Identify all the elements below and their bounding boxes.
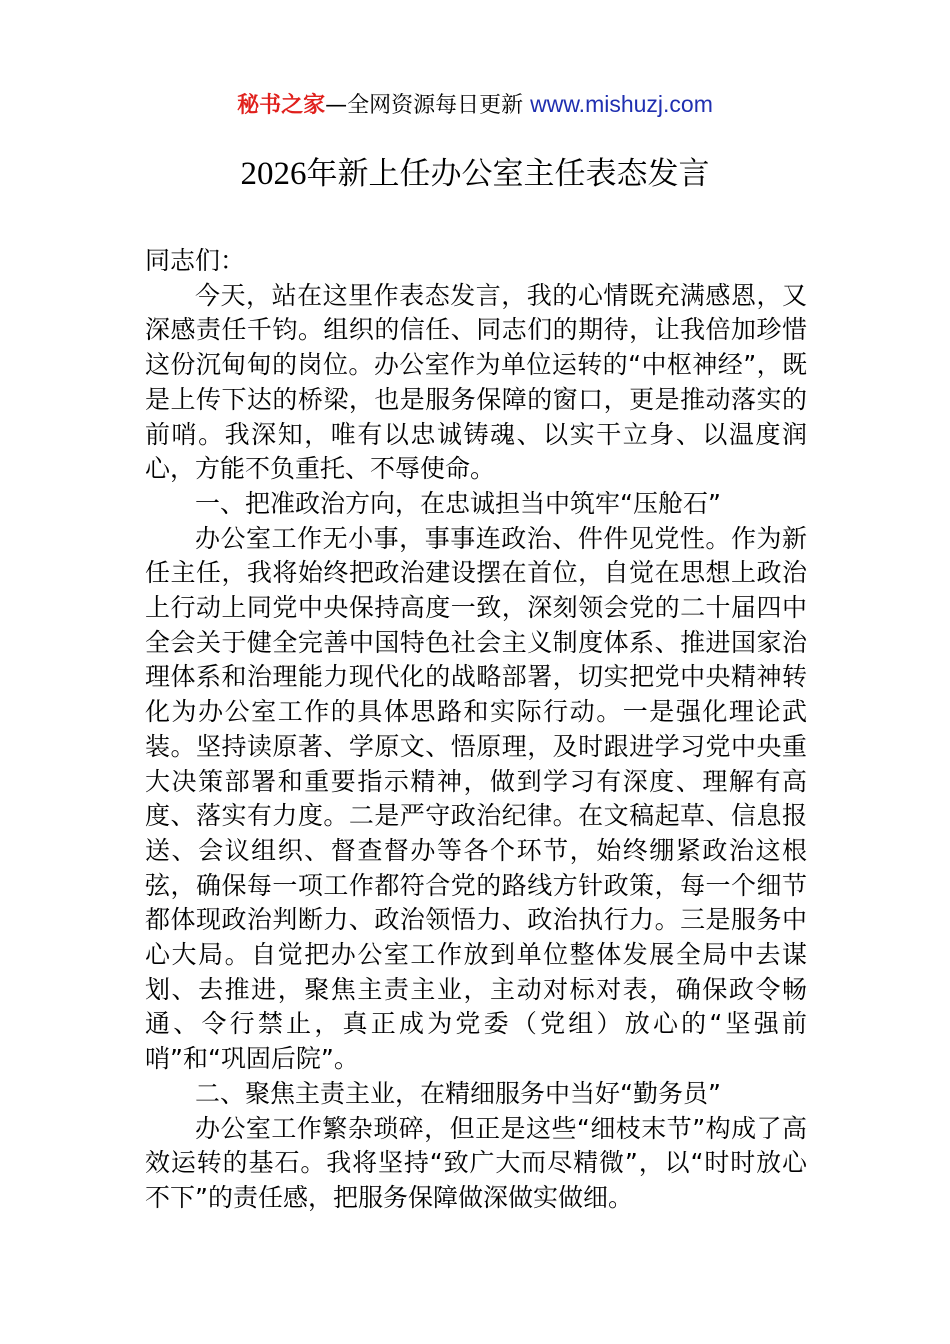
site-brand: 秘书之家	[237, 93, 326, 118]
section-heading: 一、把准政治方向，在忠诚担当中筑牢“压舱石”	[195, 488, 721, 518]
salutation: 同志们：	[145, 246, 246, 275]
body-paragraph: 办公室工作繁杂琐碎，但正是这些“细枝末节”构成了高效运转的基石。我将坚持“致广大而尽精微”，以“时时放心不下”的责任感，把服务保障做深做实做细。	[145, 1113, 807, 1212]
document-title	[0, 152, 950, 196]
body-paragraph: 办公室工作无小事，事事连政治、件件见党性。作为新任主任，我将始终把政治建设摆在首位，自觉在思想上政治上行动上同党中央保持高度一致，深刻领会党的二十届四中全会关于健全完善中国特色社会主义制度体系、推进国家治理体系和治理能力现代化的战略部署，切实把党中央精神转化为办公室工作的具体思路和实际行动。一是强化理论武装。坚持读原著、学原文、悟原理，及时跟进学习党中央重大决策部署和重要指示精神，做到学习有深度、理解有高度、落实有力度。二是严守政治纪律。在文稿起草、信息报送、会议组织、督查督办等各个环节，始终绷紧政治这根弦，确保每一项工作都符合党的路线方针政策，每一个细节都体现政治判断力、政治领悟力、政治执行力。三是服务中心大局。自觉把办公室工作放到单位整体发展全局中去谋划、去推进，聚焦主责主业，主动对标对表，确保政令畅通、令行禁止，真正成为党委（党组）放心的“坚强前哨”和“巩固后院”。	[145, 523, 807, 1074]
document-title-year: 2026	[240, 156, 307, 192]
section-heading: 二、聚焦主责主业，在精细服务中当好“勤务员”	[195, 1078, 721, 1108]
document-body	[145, 244, 807, 1216]
site-header	[0, 88, 950, 122]
site-slogan: —全网资源每日更新	[325, 93, 531, 118]
document-title-text: 年新上任办公室主任表态发言	[306, 156, 710, 192]
site-url-link[interactable]: www.mishuzj.com	[530, 91, 713, 117]
body-paragraph: 今天，站在这里作表态发言，我的心情既充满感恩，又深感责任千钧。组织的信任、同志们的期待，让我倍加珍惜这份沉甸甸的岗位。办公室作为单位运转的“中枢神经”，既是上传下达的桥梁，也是服务保障的窗口，更是推动落实的前哨。我深知，唯有以忠诚铸魂、以实干立身、以温度润心，方能不负重托、不辱使命。	[145, 280, 807, 484]
